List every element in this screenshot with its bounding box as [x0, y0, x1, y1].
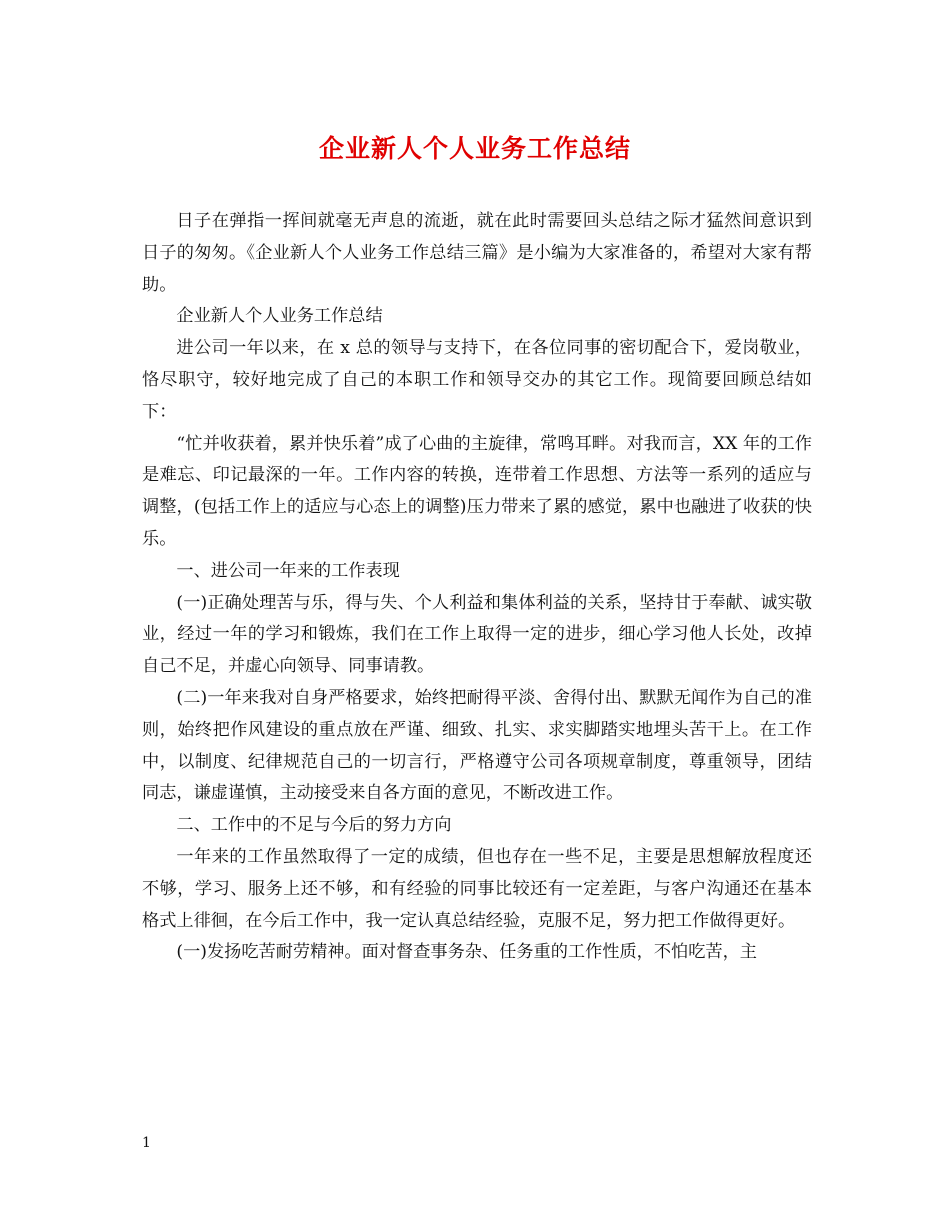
- document-title: 企业新人个人业务工作总结: [318, 134, 631, 163]
- paragraph-section2-item1: (一)发扬吃苦耐劳精神。面对督查事务杂、任务重的工作性质，不怕吃苦，主: [176, 942, 757, 963]
- paragraph-subtitle: 企业新人个人业务工作总结: [176, 306, 383, 327]
- paragraph-intro: 日子在弹指一挥间就毫无声息的流逝，就在此时需要回头总结之际才猛然间意识到日子的匆匆。《企业新人个人业务工作总结三篇》是小编为大家准备的，希望对大家有帮助。: [142, 211, 812, 295]
- paragraph-section1-item2: (二)一年来我对自身严格要求，始终把耐得平淡、舍得付出、默默无闻作为自己的准则，始终把作风建设的重点放在严谨、细致、扎实、求实脚踏实地埋头苦干上。在工作中，以制度、纪律规范自己的一切言行，严格遵守公司各项规章制度，尊重领导，团结同志，谦虚谨慎，主动接受来自各方面的意见，不断改进工作。: [142, 687, 812, 804]
- section-heading-1: 一、进公司一年来的工作表现: [176, 560, 400, 581]
- paragraph-section2-intro: 一年来的工作虽然取得了一定的成绩，但也存在一些不足，主要是思想解放程度还不够，学习、服务上还不够，和有经验的同事比较还有一定差距，与客户沟通还在基本格式上徘徊，在今后工作中，我一定认真总结经验，克服不足，努力把工作做得更好。: [142, 846, 812, 931]
- document-body: [142, 206, 812, 969]
- section-heading-2: 二、工作中的不足与今后的努力方向: [176, 815, 452, 836]
- page-number: 1: [142, 1135, 151, 1151]
- paragraph-section1-item1: (一)正确处理苦与乐，得与失、个人利益和集体利益的关系，坚持甘于奉献、诚实敬业，经过一年的学习和锻炼，我们在工作上取得一定的进步，细心学习他人长处，改掉自己不足，并虚心向领导、同事请教。: [142, 592, 812, 677]
- paragraph-reflection: “忙并收获着，累并快乐着”成了心曲的主旋律，常鸣耳畔。对我而言，XX 年的工作是难忘、印记最深的一年。工作内容的转换，连带着工作思想、方法等一系列的适应与调整，(包括工作上的适应与心态上的调整)压力带来了累的感觉，累中也融进了收获的快乐。: [142, 433, 812, 549]
- paragraph-opening: 进公司一年以来，在 x 总的领导与支持下，在各位同事的密切配合下，爱岗敬业，恪尽职守，较好地完成了自己的本职工作和领导交办的其它工作。现简要回顾总结如下：: [142, 338, 812, 422]
